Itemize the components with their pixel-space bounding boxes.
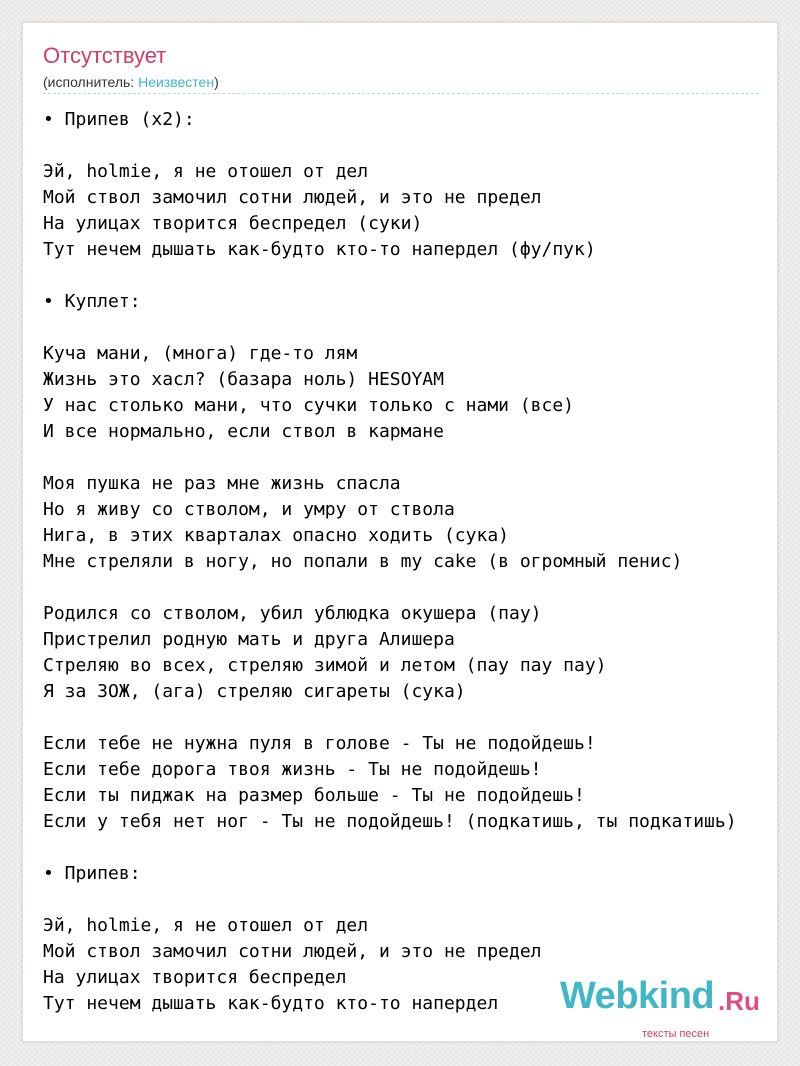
artist-line [43, 74, 219, 90]
artist-prefix: (исполнитель: [43, 74, 139, 90]
song-title: Отсутствует [43, 43, 167, 68]
lyrics-card [22, 22, 778, 1042]
webkind-logo [560, 975, 760, 1040]
logo-tagline: тексты песен [642, 1028, 710, 1040]
artist-link[interactable]: Неизвестен [138, 74, 215, 90]
logo-tld: .Ru [718, 986, 760, 1016]
artist-suffix: ) [214, 74, 219, 90]
divider [43, 93, 759, 94]
lyrics-text: • Припев (x2): Эй, holmie, я не отошел от дел Мой ствол замочил сотни людей, и это не предел На улицах творится беспредел (суки) Тут нечем дышать как-будто кто-то напердел (фу/пук) • Куплет: Куча мани, (многа) где-то лям Жизнь это хасл? (базара ноль) HESOYAM У нас столько мани, что сучки только с нами (все) И все нормально, если ствол в кармане Моя пушка не раз мне жизнь спасла Но я живу со стволом, и умру от ствола Нига, в этих кварталах опасно ходить (сука) Мне стреляли в ногу, но попали в my cake (в огромный пенис) Родился со стволом, убил ублюдка окушера (пау) Пристрелил родную мать и друга Алишера Стреляю во всех, стреляю зимой и летом (пау пау пау) Я за ЗОЖ, (ага) стреляю сигареты (сука) Если тебе не нужна пуля в голове - Ты не подойдешь! Если тебе дорога твоя жизнь - Ты не подойдешь! Если ты пиджак на размер больше - Ты не подойдешь! Если у тебя нет ног - Ты не подойдешь! (подкатишь, ты подкатишь) • Припев: Эй, holmie, я не отошел от дел Мой ствол замочил сотни людей, и это не предел На улицах творится беспредел Тут нечем дышать как-будто кто-то напердел [43, 109, 737, 1014]
logo-name: Webkind [560, 975, 715, 1017]
